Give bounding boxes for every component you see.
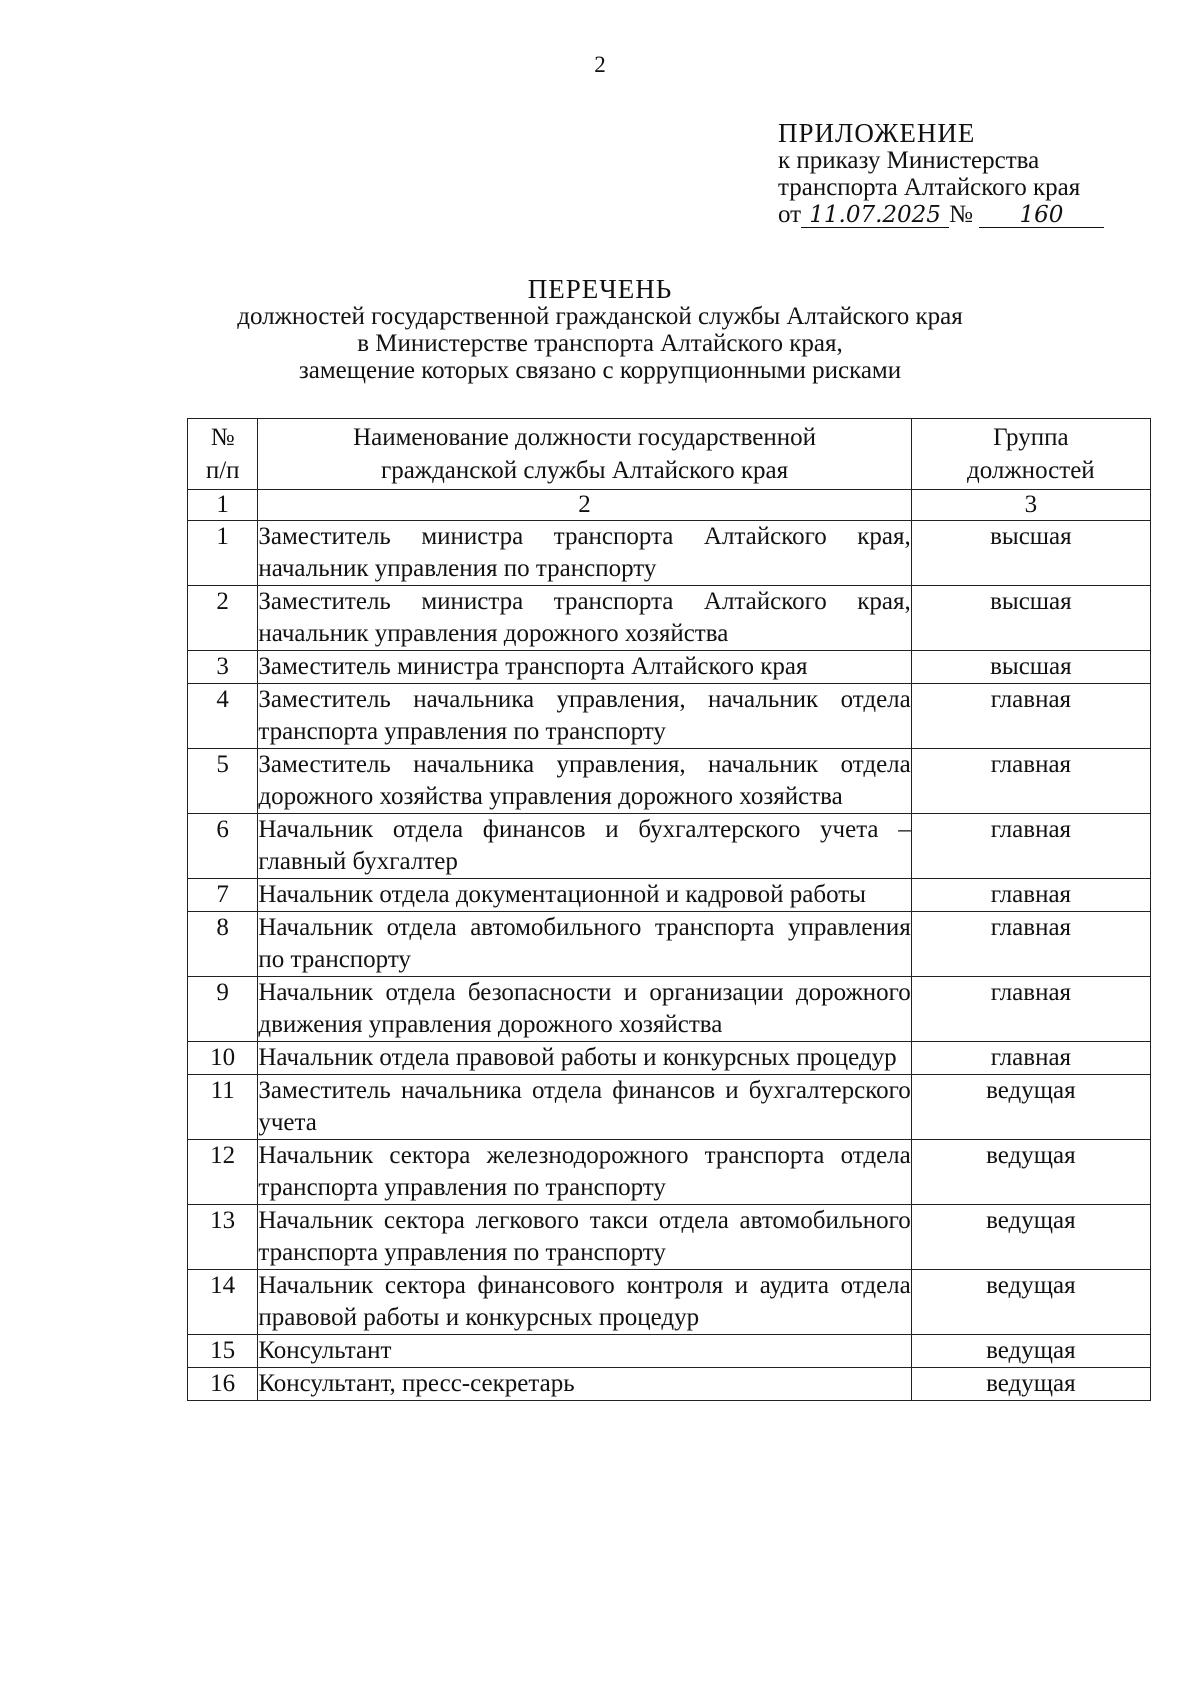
- header-name: [258, 419, 911, 490]
- row-number: 14: [188, 1270, 258, 1335]
- position-name: Начальник сектора легкового такси отдела автомобильного транспорта управления по транспорту: [258, 1205, 911, 1270]
- number-prefix: №: [949, 201, 973, 228]
- position-group: высшая: [911, 521, 1150, 586]
- position-name: Начальник отдела финансов и бухгалтерского учета – главный бухгалтер: [258, 814, 911, 879]
- position-name: Заместитель министра транспорта Алтайского края, начальник управления по транспорту: [258, 521, 911, 586]
- position-name: Консультант: [258, 1335, 911, 1368]
- title-line-2: в Министерстве транспорта Алтайского края,: [357, 330, 843, 357]
- position-group: главная: [911, 912, 1150, 977]
- title-heading: ПЕРЕЧЕНЬ: [527, 274, 673, 304]
- position-group: ведущая: [911, 1205, 1150, 1270]
- table-row: [188, 1368, 1151, 1401]
- appendix-heading: ПРИЛОЖЕНИЕ: [778, 118, 976, 148]
- position-group: ведущая: [911, 1368, 1150, 1401]
- position-name: Заместитель начальника управления, начальник отдела дорожного хозяйства управления дорожного хозяйства: [258, 749, 911, 814]
- table-row: [188, 586, 1151, 651]
- position-name: Заместитель министра транспорта Алтайского края: [258, 651, 911, 684]
- row-number: 5: [188, 749, 258, 814]
- row-number: 1: [188, 521, 258, 586]
- table-row: [188, 1075, 1151, 1140]
- position-group: ведущая: [911, 1140, 1150, 1205]
- page-number: 2: [594, 52, 606, 77]
- column-index-cell: 2: [258, 490, 911, 521]
- table-row: [188, 814, 1151, 879]
- position-name: Заместитель министра транспорта Алтайского края, начальник управления дорожного хозяйства: [258, 586, 911, 651]
- table-header-row: [188, 419, 1151, 490]
- position-name: Заместитель начальника управления, начальник отдела транспорта управления по транспорту: [258, 684, 911, 749]
- table-row: [188, 1270, 1151, 1335]
- position-group: главная: [911, 684, 1150, 749]
- handwritten-date: 11.07.2025: [801, 203, 949, 228]
- position-name: Начальник отдела правовой работы и конкурсных процедур: [258, 1042, 911, 1075]
- row-number: 2: [188, 586, 258, 651]
- position-name: Заместитель начальника отдела финансов и бухгалтерского учета: [258, 1075, 911, 1140]
- table-row: [188, 749, 1151, 814]
- position-group: главная: [911, 879, 1150, 912]
- header-num-line-2: п/п: [205, 457, 240, 484]
- appendix-block: [778, 120, 1104, 228]
- row-number: 7: [188, 879, 258, 912]
- position-name: Начальник отдела документационной и кадровой работы: [258, 879, 911, 912]
- row-number: 4: [188, 684, 258, 749]
- position-group: высшая: [911, 586, 1150, 651]
- position-group: ведущая: [911, 1270, 1150, 1335]
- table-row: [188, 1140, 1151, 1205]
- row-number: 16: [188, 1368, 258, 1401]
- header-name-line-2: гражданской службы Алтайского края: [380, 457, 789, 484]
- header-name-line-1: Наименование должности государственной: [353, 424, 817, 451]
- row-number: 13: [188, 1205, 258, 1270]
- header-num-line-1: №: [210, 424, 235, 451]
- title-line-1: должностей государственной гражданской службы Алтайского края: [237, 303, 963, 330]
- table-row: [188, 1205, 1151, 1270]
- positions-table: [187, 418, 1151, 1401]
- row-number: 15: [188, 1335, 258, 1368]
- position-group: главная: [911, 814, 1150, 879]
- row-number: 6: [188, 814, 258, 879]
- table-row: [188, 521, 1151, 586]
- position-group: главная: [911, 977, 1150, 1042]
- position-name: Начальник сектора железнодорожного транспорта отдела транспорта управления по транспорту: [258, 1140, 911, 1205]
- column-index-cell: 3: [911, 490, 1150, 521]
- table-body: [188, 521, 1151, 1401]
- row-number: 8: [188, 912, 258, 977]
- document-title: [0, 276, 1200, 384]
- position-group: высшая: [911, 651, 1150, 684]
- table-row: [188, 1042, 1151, 1075]
- appendix-line-2: транспорта Алтайского края: [778, 174, 1081, 201]
- title-line-3: замещение которых связано с коррупционными рисками: [298, 357, 902, 384]
- row-number: 3: [188, 651, 258, 684]
- position-name: Начальник отдела безопасности и организации дорожного движения управления дорожного хозяйства: [258, 977, 911, 1042]
- row-number: 10: [188, 1042, 258, 1075]
- table-row: [188, 651, 1151, 684]
- row-number: 11: [188, 1075, 258, 1140]
- header-group-line-1: Группа: [993, 424, 1069, 451]
- position-group: главная: [911, 1042, 1150, 1075]
- position-name: Консультант, пресс-секретарь: [258, 1368, 911, 1401]
- row-number: 9: [188, 977, 258, 1042]
- table-row: [188, 912, 1151, 977]
- header-group-line-2: должностей: [967, 457, 1095, 484]
- position-group: главная: [911, 749, 1150, 814]
- column-index-row: [188, 490, 1151, 521]
- row-number: 12: [188, 1140, 258, 1205]
- position-group: ведущая: [911, 1075, 1150, 1140]
- header-group: [911, 419, 1150, 490]
- position-group: ведущая: [911, 1335, 1150, 1368]
- date-prefix: от: [778, 201, 802, 228]
- appendix-line-1: к приказу Министерства: [778, 147, 1040, 174]
- column-index-cell: 1: [188, 490, 258, 521]
- table-row: [188, 684, 1151, 749]
- position-name: Начальник отдела автомобильного транспорта управления по транспорту: [258, 912, 911, 977]
- position-name: Начальник сектора финансового контроля и аудита отдела правовой работы и конкурсных процедур: [258, 1270, 911, 1335]
- table-row: [188, 1335, 1151, 1368]
- appendix-date-line: [778, 201, 1104, 228]
- table-row: [188, 977, 1151, 1042]
- handwritten-order-number: 160: [979, 203, 1104, 228]
- header-num: [188, 419, 258, 490]
- table-row: [188, 879, 1151, 912]
